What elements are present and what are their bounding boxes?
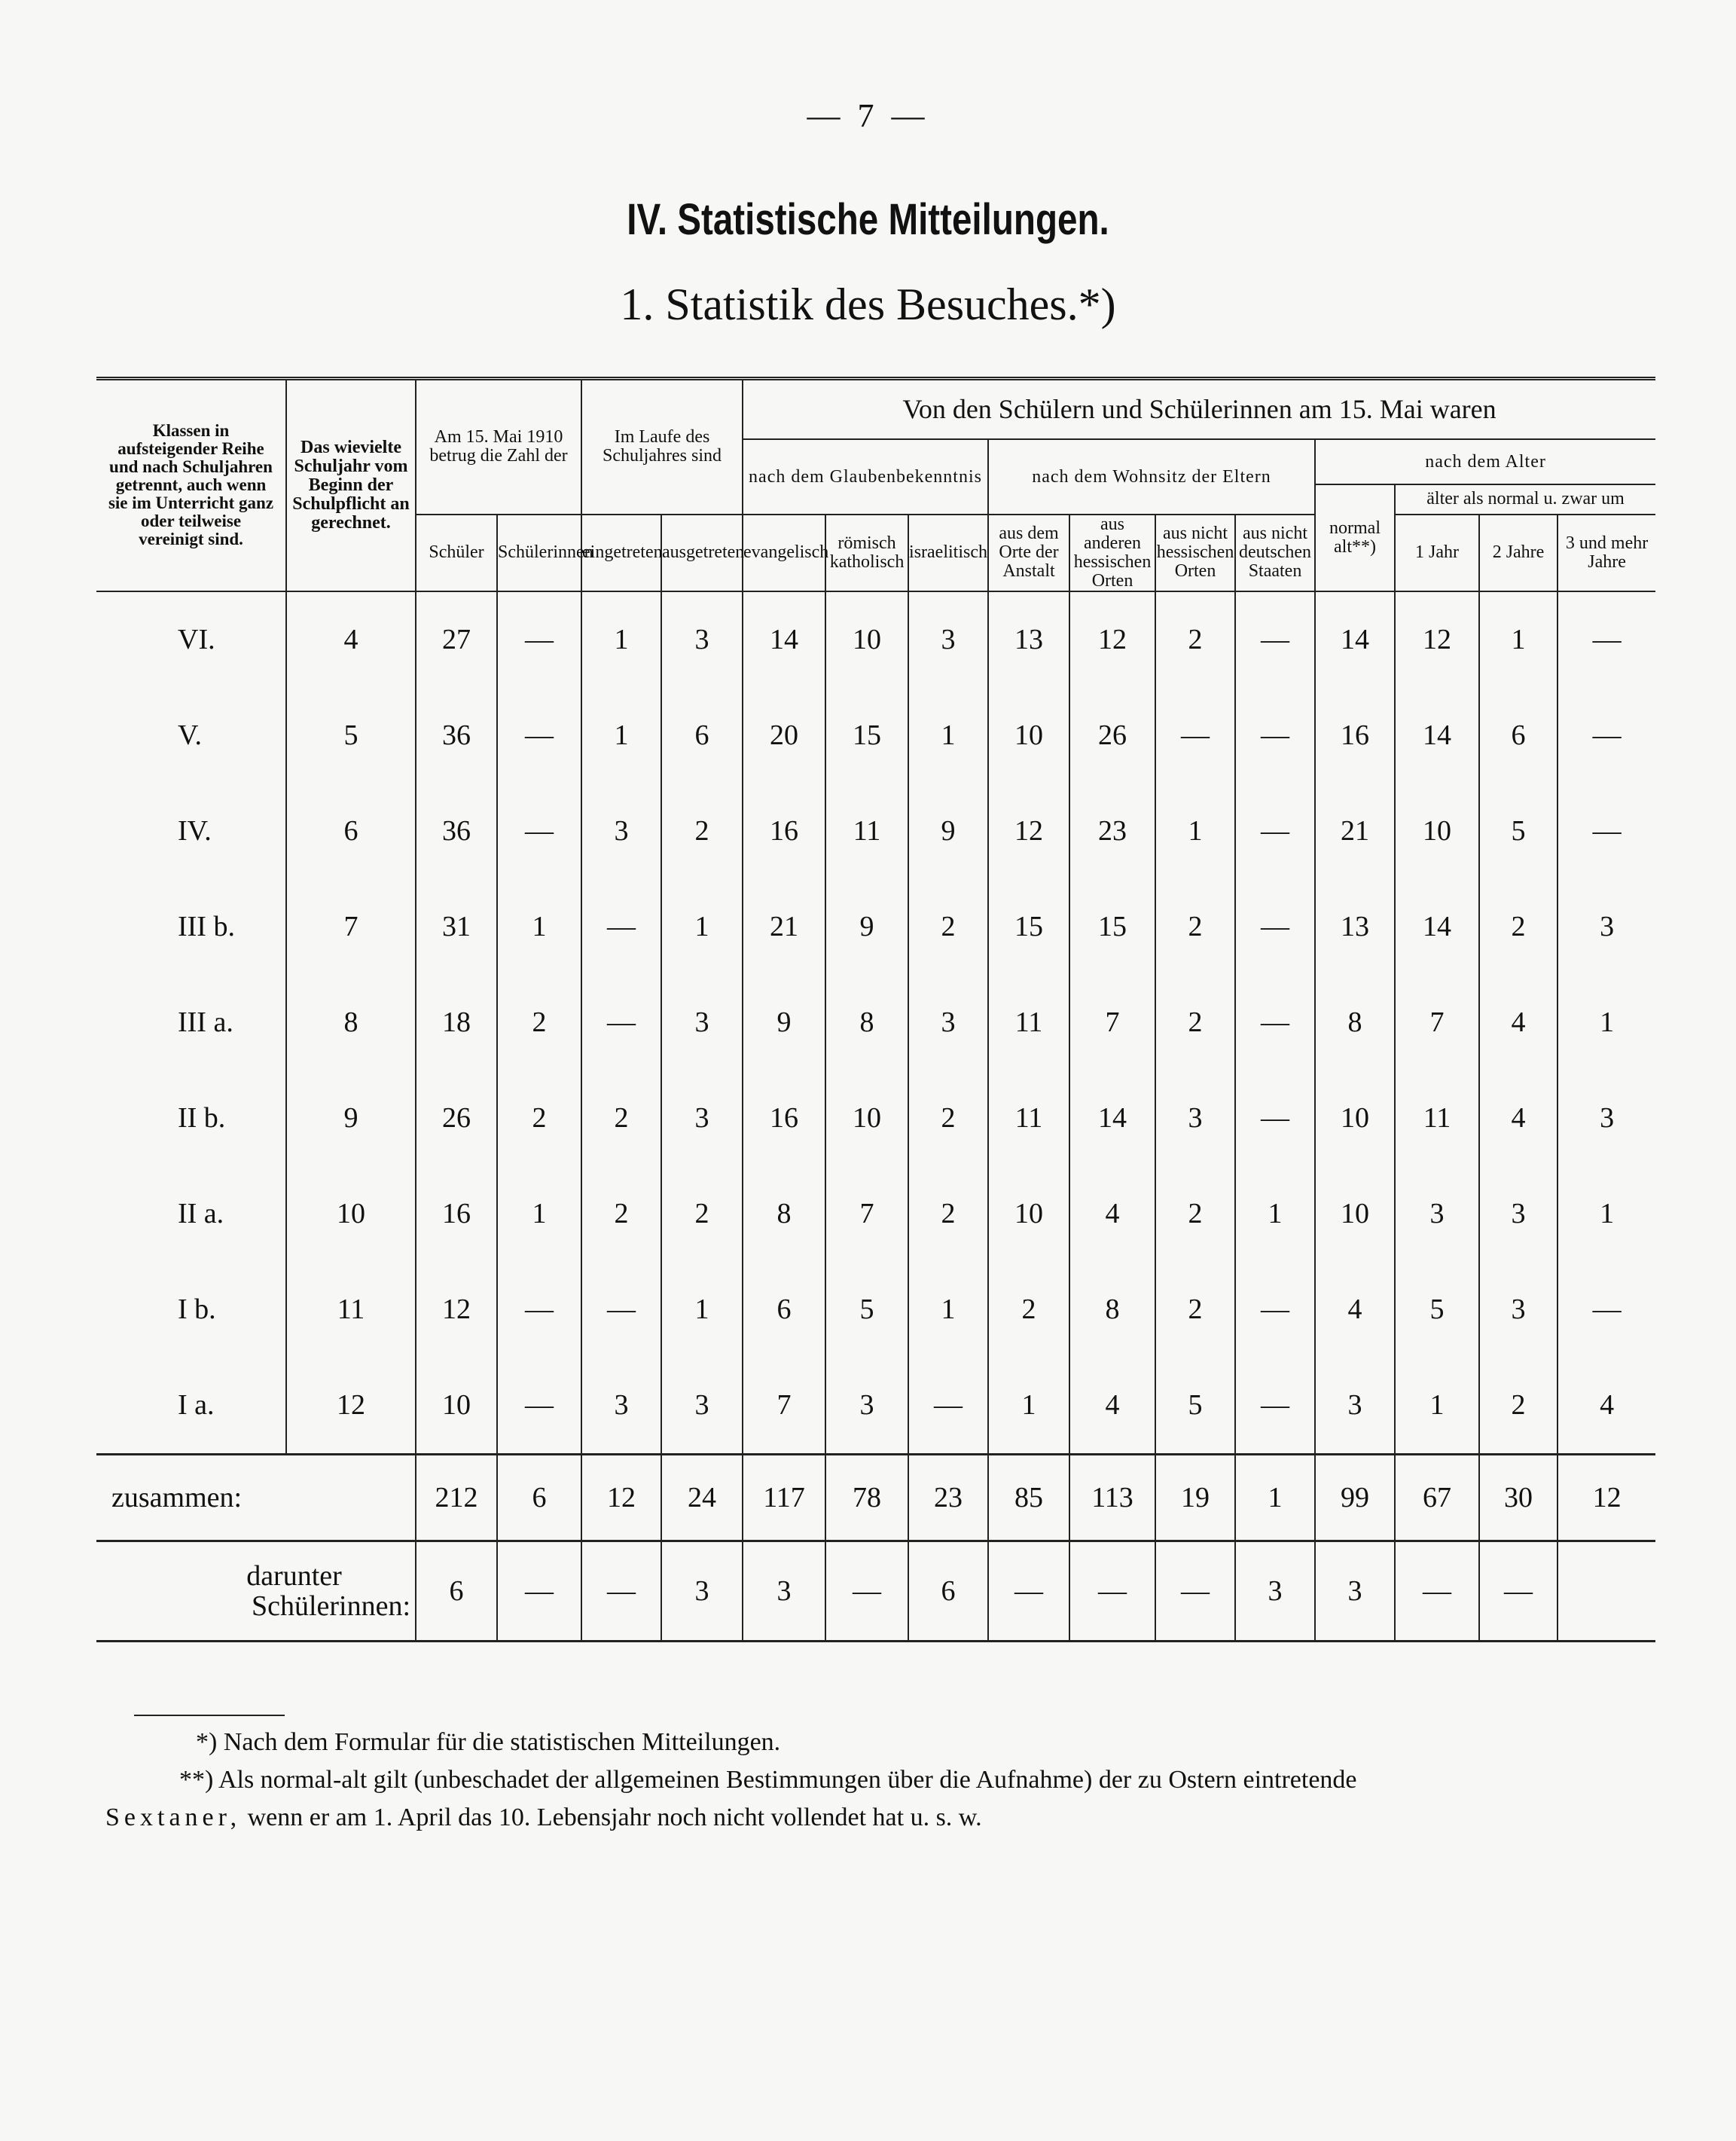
cell-aus: 3 bbox=[661, 975, 743, 1070]
cell-isr: — bbox=[908, 1358, 988, 1455]
cell-nhess: — bbox=[1155, 688, 1235, 783]
female-aus: 3 bbox=[661, 1541, 743, 1641]
cell-aus: 2 bbox=[661, 1166, 743, 1262]
header-roemisch: römisch katholisch bbox=[825, 515, 908, 591]
cell-j2: 4 bbox=[1479, 1070, 1558, 1166]
female-normal: 3 bbox=[1315, 1541, 1395, 1641]
header-schuelerinnen: Schülerinnen bbox=[497, 515, 581, 591]
cell-aus: 6 bbox=[661, 688, 743, 783]
table-row bbox=[96, 1166, 1655, 1262]
cell-hess: 7 bbox=[1069, 975, 1155, 1070]
page-number: — 7 — bbox=[807, 97, 929, 134]
cell-aus: 2 bbox=[661, 783, 743, 879]
cell-ein: 3 bbox=[581, 1358, 661, 1455]
cell-normal: 14 bbox=[1315, 591, 1395, 688]
cell-hess: 4 bbox=[1069, 1166, 1155, 1262]
header-jahre3: 3 und mehr Jahre bbox=[1558, 515, 1655, 591]
cell-ein: 3 bbox=[581, 783, 661, 879]
cell-normal: 4 bbox=[1315, 1262, 1395, 1358]
cell-ev: 20 bbox=[743, 688, 825, 783]
cell-ev: 16 bbox=[743, 1070, 825, 1166]
cell-schuelerinnen: — bbox=[497, 1262, 581, 1358]
cell-nhess: 2 bbox=[1155, 879, 1235, 975]
cell-j3: 3 bbox=[1558, 879, 1655, 975]
cell-isr: 1 bbox=[908, 1262, 988, 1358]
cell-normal: 16 bbox=[1315, 688, 1395, 783]
female-schueler: 6 bbox=[416, 1541, 497, 1641]
cell-kath: 3 bbox=[825, 1358, 908, 1455]
cell-schueler: 27 bbox=[416, 591, 497, 688]
row-schuljahr: 4 bbox=[286, 591, 416, 688]
cell-ein: 2 bbox=[581, 1070, 661, 1166]
cell-kath: 10 bbox=[825, 591, 908, 688]
cell-schuelerinnen: — bbox=[497, 1358, 581, 1455]
cell-j1: 1 bbox=[1395, 1358, 1479, 1455]
cell-nhess: 3 bbox=[1155, 1070, 1235, 1166]
cell-j1: 11 bbox=[1395, 1070, 1479, 1166]
cell-schueler: 36 bbox=[416, 783, 497, 879]
cell-schueler: 36 bbox=[416, 688, 497, 783]
cell-j2: 4 bbox=[1479, 975, 1558, 1070]
header-ausgetreten: ausgetreten bbox=[661, 515, 743, 591]
table-row bbox=[96, 783, 1655, 879]
female-hess: — bbox=[1069, 1541, 1155, 1641]
row-class-label: VI. bbox=[178, 624, 215, 655]
statistics-table bbox=[96, 377, 1655, 1642]
header-ort-anstalt: aus dem Orte der Anstalt bbox=[988, 515, 1069, 591]
cell-j2: 2 bbox=[1479, 879, 1558, 975]
cell-normal: 3 bbox=[1315, 1358, 1395, 1455]
section-title: 1. Statistik des Besuches.*) bbox=[620, 279, 1116, 329]
cell-isr: 2 bbox=[908, 879, 988, 975]
total-ndt: 1 bbox=[1235, 1454, 1315, 1541]
cell-aus: 1 bbox=[661, 879, 743, 975]
cell-ev: 9 bbox=[743, 975, 825, 1070]
female-ort: — bbox=[988, 1541, 1069, 1641]
cell-normal: 8 bbox=[1315, 975, 1395, 1070]
total-schuelerinnen: 6 bbox=[497, 1454, 581, 1541]
female-ein: — bbox=[581, 1541, 661, 1641]
table-row bbox=[96, 1262, 1655, 1358]
total-ev: 117 bbox=[743, 1454, 825, 1541]
row-schuljahr: 8 bbox=[286, 975, 416, 1070]
header-anderen-hess: aus anderen hessischen Orten bbox=[1069, 515, 1155, 591]
cell-isr: 2 bbox=[908, 1070, 988, 1166]
cell-schueler: 16 bbox=[416, 1166, 497, 1262]
female-j1: — bbox=[1395, 1541, 1479, 1641]
table-row bbox=[96, 1358, 1655, 1455]
footnote-sextaner: Sextaner, bbox=[105, 1804, 242, 1831]
cell-hess: 26 bbox=[1069, 688, 1155, 783]
cell-ort: 1 bbox=[988, 1358, 1069, 1455]
header-nicht-deutsch: aus nicht deutschen Staaten bbox=[1235, 515, 1315, 591]
row-class-label: V. bbox=[178, 719, 203, 751]
cell-isr: 9 bbox=[908, 783, 988, 879]
table-row bbox=[96, 591, 1655, 688]
cell-schuelerinnen: 2 bbox=[497, 1070, 581, 1166]
header-laufe-group: Im Laufe des Schuljahres sind bbox=[581, 379, 743, 515]
cell-j3: — bbox=[1558, 783, 1655, 879]
footnote-1: *) Nach dem Formular für die statistischen Mitteilungen. bbox=[196, 1728, 781, 1756]
cell-hess: 4 bbox=[1069, 1358, 1155, 1455]
cell-ev: 14 bbox=[743, 591, 825, 688]
cell-ein: 1 bbox=[581, 688, 661, 783]
header-eingetreten: eingetreten bbox=[581, 515, 661, 591]
cell-kath: 7 bbox=[825, 1166, 908, 1262]
cell-ndt: — bbox=[1235, 591, 1315, 688]
cell-j3: 1 bbox=[1558, 975, 1655, 1070]
cell-schuelerinnen: 2 bbox=[497, 975, 581, 1070]
header-israelitisch: israelitisch bbox=[908, 515, 988, 591]
cell-ndt: — bbox=[1235, 975, 1315, 1070]
cell-j3: 1 bbox=[1558, 1166, 1655, 1262]
total-nhess: 19 bbox=[1155, 1454, 1235, 1541]
header-mai-group: Am 15. Mai 1910 betrug die Zahl der bbox=[416, 379, 581, 515]
total-label: zusammen: bbox=[96, 1454, 416, 1541]
cell-ev: 6 bbox=[743, 1262, 825, 1358]
cell-isr: 2 bbox=[908, 1166, 988, 1262]
cell-ein: — bbox=[581, 1262, 661, 1358]
cell-schuelerinnen: — bbox=[497, 591, 581, 688]
total-ein: 12 bbox=[581, 1454, 661, 1541]
cell-ort: 12 bbox=[988, 783, 1069, 879]
cell-j3: — bbox=[1558, 688, 1655, 783]
cell-j1: 10 bbox=[1395, 783, 1479, 879]
cell-ort: 10 bbox=[988, 688, 1069, 783]
cell-ev: 16 bbox=[743, 783, 825, 879]
cell-kath: 11 bbox=[825, 783, 908, 879]
total-hess: 113 bbox=[1069, 1454, 1155, 1541]
row-schuljahr: 5 bbox=[286, 688, 416, 783]
header-jahre2: 2 Jahre bbox=[1479, 515, 1558, 591]
footnote-3 bbox=[105, 1800, 982, 1835]
cell-ein: 1 bbox=[581, 591, 661, 688]
footnote-rule bbox=[134, 1715, 285, 1716]
cell-nhess: 2 bbox=[1155, 591, 1235, 688]
cell-isr: 3 bbox=[908, 591, 988, 688]
cell-ort: 11 bbox=[988, 1070, 1069, 1166]
cell-j1: 5 bbox=[1395, 1262, 1479, 1358]
cell-aus: 3 bbox=[661, 1070, 743, 1166]
cell-kath: 8 bbox=[825, 975, 908, 1070]
cell-normal: 10 bbox=[1315, 1166, 1395, 1262]
cell-ndt: — bbox=[1235, 1358, 1315, 1455]
cell-j3: — bbox=[1558, 591, 1655, 688]
statistics-table-wrap bbox=[96, 377, 1649, 1642]
header-schueler: Schüler bbox=[416, 515, 497, 591]
table-row bbox=[96, 1070, 1655, 1166]
cell-j1: 7 bbox=[1395, 975, 1479, 1070]
cell-schuelerinnen: — bbox=[497, 688, 581, 783]
cell-ort: 13 bbox=[988, 591, 1069, 688]
cell-ev: 8 bbox=[743, 1166, 825, 1262]
row-class-label: I a. bbox=[178, 1389, 215, 1421]
row-schuljahr: 6 bbox=[286, 783, 416, 879]
cell-aus: 3 bbox=[661, 1358, 743, 1455]
cell-ort: 10 bbox=[988, 1166, 1069, 1262]
table-row bbox=[96, 975, 1655, 1070]
cell-j1: 3 bbox=[1395, 1166, 1479, 1262]
cell-j1: 14 bbox=[1395, 879, 1479, 975]
total-schueler: 212 bbox=[416, 1454, 497, 1541]
header-aelter: älter als normal u. zwar um bbox=[1395, 484, 1655, 515]
cell-ort: 2 bbox=[988, 1262, 1069, 1358]
cell-schuelerinnen: — bbox=[497, 783, 581, 879]
table-row bbox=[96, 879, 1655, 975]
cell-kath: 15 bbox=[825, 688, 908, 783]
total-j3: 12 bbox=[1558, 1454, 1655, 1541]
cell-j2: 6 bbox=[1479, 688, 1558, 783]
table-row bbox=[96, 688, 1655, 783]
cell-nhess: 5 bbox=[1155, 1358, 1235, 1455]
cell-normal: 13 bbox=[1315, 879, 1395, 975]
cell-isr: 1 bbox=[908, 688, 988, 783]
total-j2: 30 bbox=[1479, 1454, 1558, 1541]
cell-schuelerinnen: 1 bbox=[497, 1166, 581, 1262]
total-j1: 67 bbox=[1395, 1454, 1479, 1541]
cell-normal: 10 bbox=[1315, 1070, 1395, 1166]
cell-ndt: — bbox=[1235, 783, 1315, 879]
cell-ein: — bbox=[581, 879, 661, 975]
row-schuljahr: 10 bbox=[286, 1166, 416, 1262]
cell-hess: 8 bbox=[1069, 1262, 1155, 1358]
header-alter-group: nach dem Alter bbox=[1315, 439, 1655, 484]
row-class-label: I b. bbox=[178, 1293, 216, 1325]
cell-aus: 3 bbox=[661, 591, 743, 688]
cell-nhess: 1 bbox=[1155, 783, 1235, 879]
cell-ort: 15 bbox=[988, 879, 1069, 975]
cell-ndt: — bbox=[1235, 688, 1315, 783]
cell-aus: 1 bbox=[661, 1262, 743, 1358]
cell-schueler: 31 bbox=[416, 879, 497, 975]
cell-nhess: 2 bbox=[1155, 1262, 1235, 1358]
total-kath: 78 bbox=[825, 1454, 908, 1541]
row-schuljahr: 9 bbox=[286, 1070, 416, 1166]
female-nhess: — bbox=[1155, 1541, 1235, 1641]
cell-ev: 7 bbox=[743, 1358, 825, 1455]
cell-schueler: 10 bbox=[416, 1358, 497, 1455]
row-class-label: II b. bbox=[178, 1102, 226, 1134]
cell-ev: 21 bbox=[743, 879, 825, 975]
header-nicht-hess: aus nicht hessischen Orten bbox=[1155, 515, 1235, 591]
female-kath: — bbox=[825, 1541, 908, 1641]
female-isr: 6 bbox=[908, 1541, 988, 1641]
cell-ndt: — bbox=[1235, 1262, 1315, 1358]
header-jahr1: 1 Jahr bbox=[1395, 515, 1479, 591]
row-schuljahr: 7 bbox=[286, 879, 416, 975]
header-banner: Von den Schülern und Schülerinnen am 15. Mai waren bbox=[743, 379, 1655, 439]
row-schuljahr: 11 bbox=[286, 1262, 416, 1358]
total-row bbox=[96, 1454, 1655, 1541]
total-aus: 24 bbox=[661, 1454, 743, 1541]
cell-j2: 1 bbox=[1479, 591, 1558, 688]
cell-j1: 14 bbox=[1395, 688, 1479, 783]
female-schuelerinnen: — bbox=[497, 1541, 581, 1641]
female-j2: — bbox=[1479, 1541, 1558, 1641]
row-class-label: II a. bbox=[178, 1198, 224, 1229]
cell-normal: 21 bbox=[1315, 783, 1395, 879]
cell-nhess: 2 bbox=[1155, 1166, 1235, 1262]
cell-ein: 2 bbox=[581, 1166, 661, 1262]
cell-kath: 10 bbox=[825, 1070, 908, 1166]
female-row bbox=[96, 1541, 1655, 1641]
female-label-line1: darunter bbox=[246, 1559, 342, 1592]
total-isr: 23 bbox=[908, 1454, 988, 1541]
row-class-label: III b. bbox=[178, 911, 235, 942]
female-j3 bbox=[1558, 1541, 1655, 1641]
female-ev: 3 bbox=[743, 1541, 825, 1641]
female-label bbox=[96, 1541, 416, 1641]
cell-j1: 12 bbox=[1395, 591, 1479, 688]
cell-ndt: — bbox=[1235, 1070, 1315, 1166]
header-glauben-group: nach dem Glaubenbekenntnis bbox=[743, 439, 988, 515]
cell-schueler: 12 bbox=[416, 1262, 497, 1358]
cell-nhess: 2 bbox=[1155, 975, 1235, 1070]
row-schuljahr: 12 bbox=[286, 1358, 416, 1455]
cell-kath: 5 bbox=[825, 1262, 908, 1358]
cell-hess: 14 bbox=[1069, 1070, 1155, 1166]
cell-ort: 11 bbox=[988, 975, 1069, 1070]
statistics-body bbox=[96, 591, 1655, 1642]
cell-j3: 4 bbox=[1558, 1358, 1655, 1455]
cell-hess: 23 bbox=[1069, 783, 1155, 879]
cell-ndt: 1 bbox=[1235, 1166, 1315, 1262]
total-normal: 99 bbox=[1315, 1454, 1395, 1541]
cell-j2: 2 bbox=[1479, 1358, 1558, 1455]
cell-schuelerinnen: 1 bbox=[497, 879, 581, 975]
cell-schueler: 26 bbox=[416, 1070, 497, 1166]
header-normal: normal alt**) bbox=[1315, 484, 1395, 591]
footnote-2: **) Als normal-alt gilt (unbeschadet der allgemeinen Bestimmungen über die Aufnahme) der zu Ostern eintretende bbox=[179, 1766, 1357, 1794]
row-class-label: IV. bbox=[178, 815, 212, 847]
row-class-label: III a. bbox=[178, 1006, 233, 1038]
female-ndt: 3 bbox=[1235, 1541, 1315, 1641]
cell-j2: 5 bbox=[1479, 783, 1558, 879]
cell-isr: 3 bbox=[908, 975, 988, 1070]
cell-hess: 12 bbox=[1069, 591, 1155, 688]
cell-j3: 3 bbox=[1558, 1070, 1655, 1166]
female-label-line2: Schülerinnen: bbox=[251, 1590, 410, 1622]
header-schuljahr: Das wievielte Schuljahr vom Beginn der Schulpflicht an gerechnet. bbox=[286, 379, 416, 591]
cell-schueler: 18 bbox=[416, 975, 497, 1070]
header-wohnsitz-group: nach dem Wohnsitz der Eltern bbox=[988, 439, 1315, 515]
header-evangelisch: evangelisch bbox=[743, 515, 825, 591]
cell-j2: 3 bbox=[1479, 1262, 1558, 1358]
footnote-3-rest: wenn er am 1. April das 10. Lebensjahr noch nicht vollendet hat u. s. w. bbox=[241, 1804, 982, 1831]
page-title: IV. Statistische Mitteilungen. bbox=[627, 195, 1109, 244]
cell-ein: — bbox=[581, 975, 661, 1070]
header-klassen: Klassen in aufsteigender Reihe und nach Schuljahren getrennt, auch wenn sie im Unterricht ganz oder teilweise vereinigt sind. bbox=[96, 379, 286, 591]
cell-hess: 15 bbox=[1069, 879, 1155, 975]
cell-kath: 9 bbox=[825, 879, 908, 975]
cell-j3: — bbox=[1558, 1262, 1655, 1358]
total-ort: 85 bbox=[988, 1454, 1069, 1541]
cell-ndt: — bbox=[1235, 879, 1315, 975]
cell-j2: 3 bbox=[1479, 1166, 1558, 1262]
